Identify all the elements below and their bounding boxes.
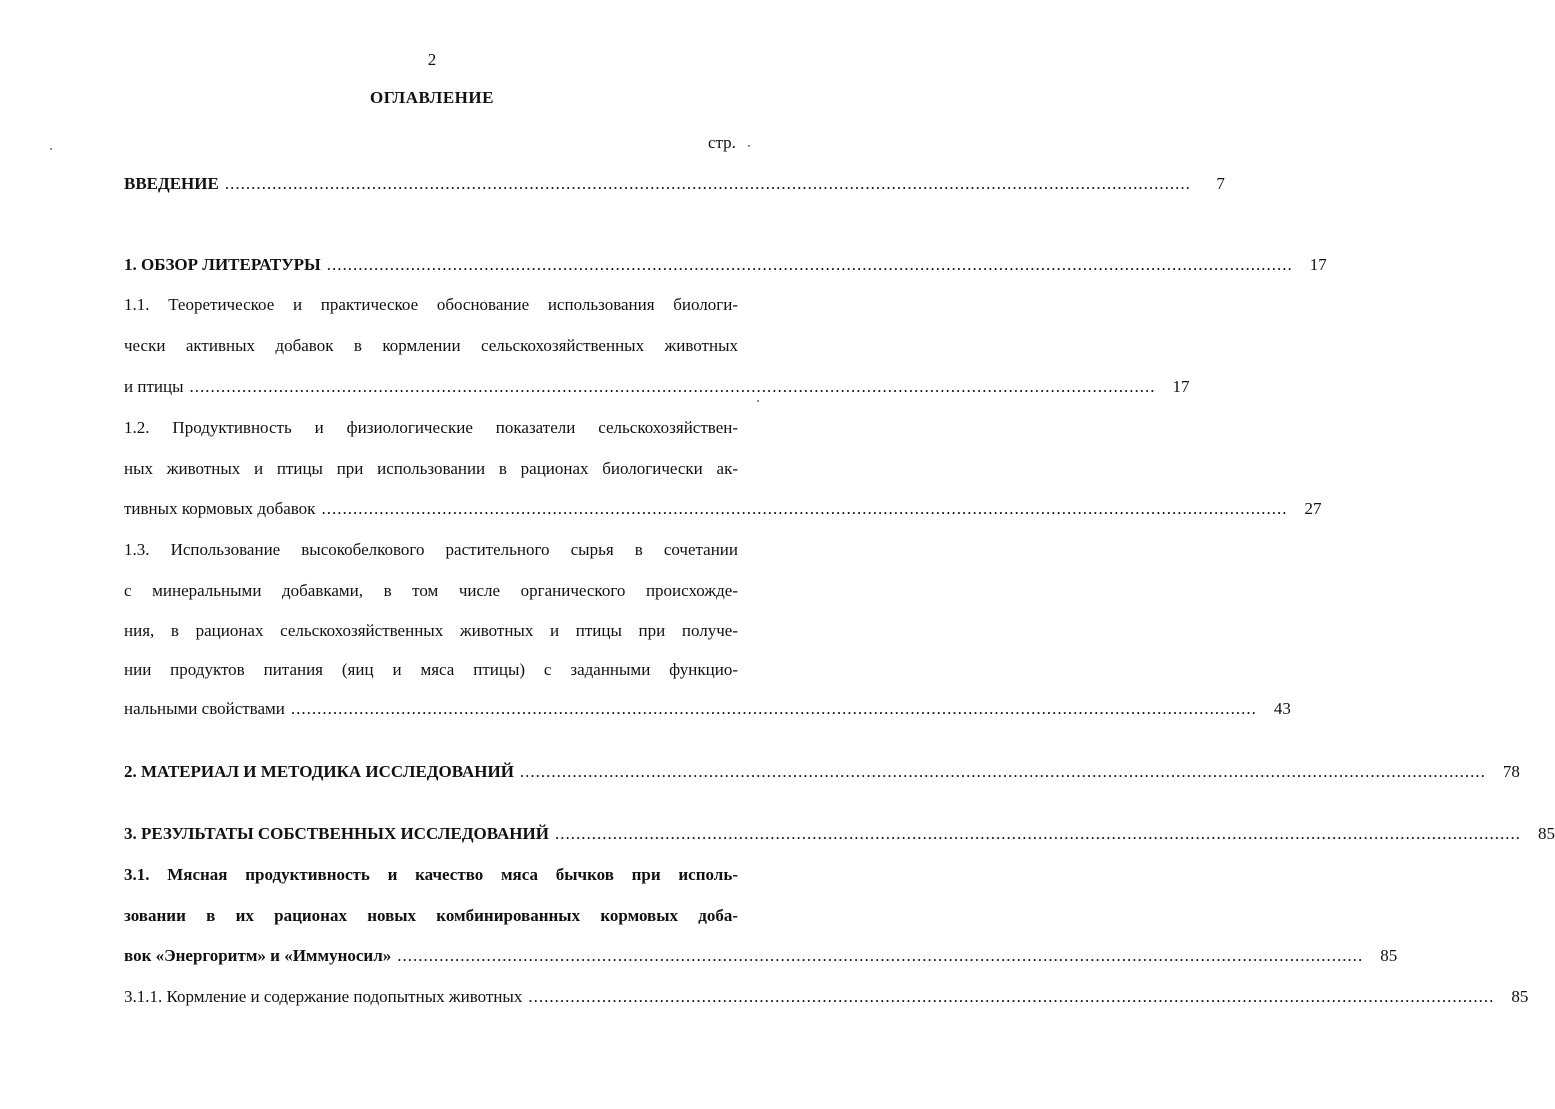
toc-entry-line: нии продуктов питания (яиц и мяса птицы) с заданными функцио-: [124, 660, 738, 679]
toc-entry-line: чески активных добавок в кормлении сельскохозяйственных животных: [124, 336, 738, 355]
page-column-label: стр.: [708, 133, 736, 152]
toc-entry-label: 2. МАТЕРИАЛ И МЕТОДИКА ИССЛЕДОВАНИЙ: [124, 762, 514, 781]
scan-speck: [50, 148, 52, 150]
toc-entry-page: 43: [1273, 699, 1291, 718]
toc-entry-page: 17: [1309, 255, 1327, 274]
toc-entry-1-3[interactable]: [124, 696, 1291, 722]
toc-entry-label: вок «Энергоритм» и «Иммуносил»: [124, 946, 392, 965]
dot-leader: ........................................................................................................................................................................................: [290, 699, 1257, 718]
toc-entry-page: 17: [1172, 377, 1190, 396]
page-title: ОГЛАВЛЕНИЕ: [370, 88, 494, 107]
dot-leader: ........................................................................................................................................................................................: [326, 255, 1293, 274]
scan-speck: [748, 145, 750, 147]
toc-entry-results[interactable]: [124, 821, 1555, 847]
toc-entry-line: зовании в их рационах новых комбинированных кормовых доба-: [124, 906, 738, 925]
dot-leader: ........................................................................................................................................................................................: [189, 377, 1156, 396]
toc-entry-page: 85: [1511, 987, 1529, 1006]
toc-entry-label: 3.1.1. Кормление и содержание подопытных животных: [124, 987, 523, 1006]
dot-leader: ........................................................................................................................................................................................: [519, 762, 1486, 781]
dot-leader: ........................................................................................................................................................................................: [554, 824, 1521, 843]
toc-entry-page: 78: [1502, 762, 1520, 781]
toc-entry-label: 1. ОБЗОР ЛИТЕРАТУРЫ: [124, 255, 321, 274]
toc-entry-1-2[interactable]: [124, 496, 1322, 522]
toc-entry-line: с минеральными добавками, в том числе органического происхожде-: [124, 581, 738, 600]
toc-entry-line: 1.3. Использование высокобелкового растительного сырья в сочетании: [124, 540, 738, 559]
toc-entry-page: 7: [1216, 174, 1225, 193]
page-number: 2: [427, 50, 437, 69]
toc-entry-literature-review[interactable]: [124, 252, 1327, 278]
toc-entry-line: 1.2. Продуктивность и физиологические показатели сельскохозяйствен-: [124, 418, 738, 437]
toc-entry-line: ных животных и птицы при использовании в рационах биологически ак-: [124, 459, 738, 478]
toc-entry-line: 3.1. Мясная продуктивность и качество мяса бычков при исполь-: [124, 865, 738, 884]
toc-entry-line: ния, в рационах сельскохозяйственных животных и птицы при получе-: [124, 621, 738, 640]
toc-entry-line: 1.1. Теоретическое и практическое обоснование использования биологи-: [124, 295, 738, 314]
toc-entry-label: и птицы: [124, 377, 184, 396]
scan-speck: [757, 400, 759, 402]
dot-leader: ........................................................................................................................................................................................: [528, 987, 1495, 1006]
toc-entry-page: 27: [1304, 499, 1322, 518]
toc-entry-3-1-1[interactable]: [124, 984, 1529, 1010]
dot-leader: ........................................................................................................................................................................................: [397, 946, 1364, 965]
toc-entry-3-1[interactable]: [124, 943, 1398, 969]
dot-leader: ........................................................................................................................................................................................: [321, 499, 1288, 518]
dot-leader: ........................................................................................................................................................................................: [224, 174, 1191, 193]
toc-entry-label: 3. РЕЗУЛЬТАТЫ СОБСТВЕННЫХ ИССЛЕДОВАНИЙ: [124, 824, 549, 843]
toc-entry-page: 85: [1380, 946, 1398, 965]
toc-entry-label: тивных кормовых добавок: [124, 499, 316, 518]
toc-entry-materials-methods[interactable]: [124, 759, 1520, 785]
toc-entry-introduction[interactable]: [124, 171, 1225, 197]
toc-entry-label: нальными свойствами: [124, 699, 285, 718]
toc-entry-page: 85: [1537, 824, 1555, 843]
toc-entry-1-1[interactable]: [124, 374, 1190, 400]
toc-entry-label: ВВЕДЕНИЕ: [124, 174, 219, 193]
